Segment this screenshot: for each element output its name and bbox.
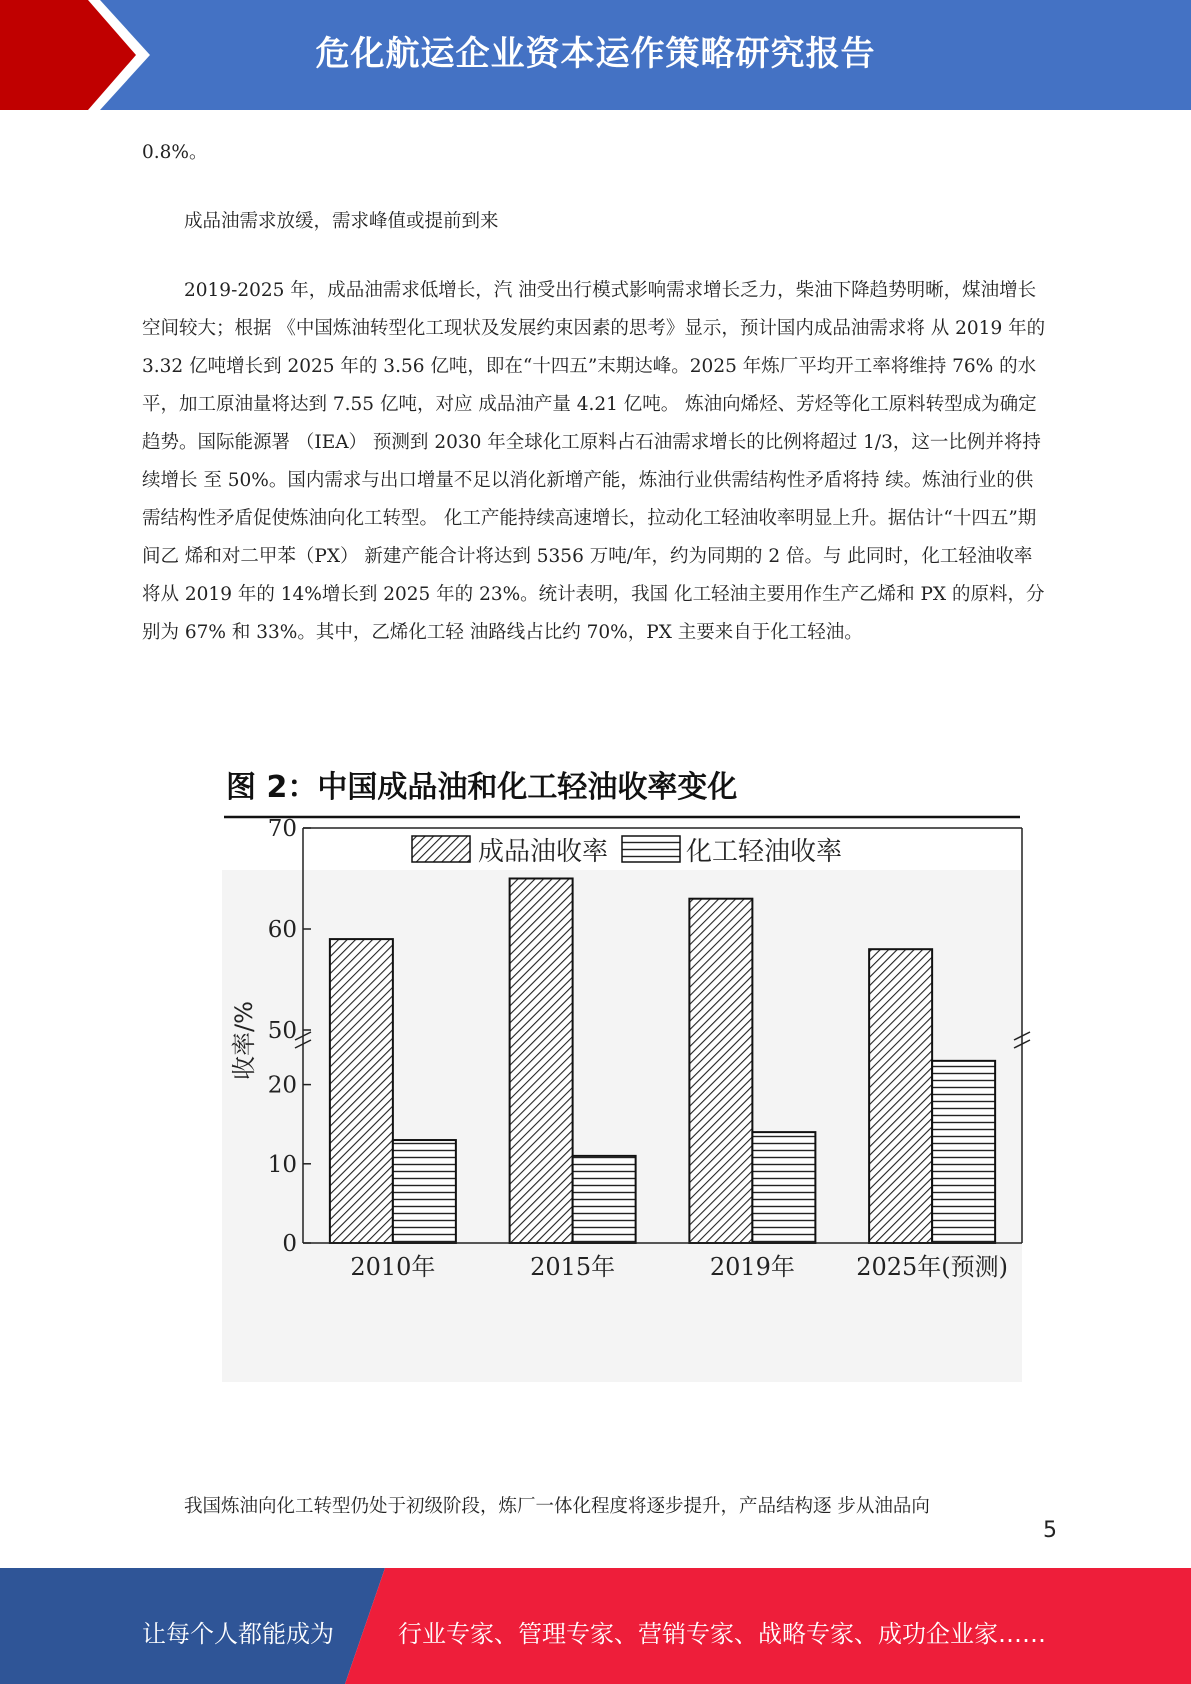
legend-label-chemical-light-oil: 化工轻油收率 bbox=[686, 837, 843, 867]
y-tick-label: 0 bbox=[282, 1231, 297, 1257]
y-tick-label: 10 bbox=[267, 1151, 297, 1178]
y-axis-label: 收率/% bbox=[230, 1001, 258, 1080]
footer-slogan-right: 行业专家、管理专家、营销专家、战略专家、成功企业家…… bbox=[398, 1620, 1046, 1648]
bar-chemical-light-oil-0 bbox=[393, 1140, 456, 1243]
legend-swatch-chemical-light-oil bbox=[622, 836, 680, 862]
legend-label-refined-oil: 成品油收率 bbox=[478, 837, 609, 867]
x-tick-label: 2015年 bbox=[530, 1253, 616, 1281]
paragraph-next: 我国炼油向化工转型仍处于初级阶段，炼厂一体化程度将逐步提升，产品结构逐 步从油品向 bbox=[184, 1496, 930, 1517]
bar-refined-oil-0 bbox=[330, 939, 393, 1243]
y-tick-label: 70 bbox=[267, 816, 297, 842]
bar-chemical-light-oil-3 bbox=[932, 1061, 995, 1243]
bar-chart bbox=[200, 755, 1080, 1395]
legend-swatch-refined-oil bbox=[412, 836, 470, 862]
bar-chemical-light-oil-1 bbox=[573, 1156, 636, 1243]
bar-refined-oil-3 bbox=[869, 949, 932, 1243]
x-tick-label: 2010年 bbox=[350, 1253, 436, 1281]
page-header bbox=[0, 0, 1191, 110]
x-tick-label: 2019年 bbox=[709, 1253, 795, 1281]
footer-slogan-left: 让每个人都能成为 bbox=[142, 1620, 334, 1648]
x-tick-label: 2025年(预测) bbox=[856, 1253, 1009, 1281]
y-tick-label: 20 bbox=[267, 1072, 297, 1099]
y-tick-label: 50 bbox=[267, 1018, 297, 1044]
chart-title: 图 2：中国成品油和化工轻油收率变化 bbox=[226, 770, 738, 805]
paragraph-continuation: 0.8%。 bbox=[142, 142, 208, 163]
figure-2 bbox=[200, 755, 1080, 1395]
bar-refined-oil-2 bbox=[689, 899, 752, 1243]
report-title: 危化航运企业资本运作策略研究报告 bbox=[315, 34, 876, 74]
y-tick-label: 60 bbox=[267, 917, 297, 943]
section-heading: 成品油需求放缓，需求峰值或提前到来 bbox=[184, 211, 499, 232]
bar-chemical-light-oil-2 bbox=[752, 1132, 815, 1243]
page-number: 5 bbox=[1043, 1518, 1057, 1543]
bar-refined-oil-1 bbox=[510, 879, 573, 1244]
paragraph-main: 2019-2025 年，成品油需求低增长，汽 油受出行模式影响需求增长乏力，柴油下降趋势明晰，煤油增长空间较大；根据 《中国炼油转型化工现状及发展约束因素的思考》显示，预计国内成品油需求将 从 2019 年的 3.32 亿吨增长到 2025 年的 3.56 亿吨，即在“十四五”末期达峰。2025 年炼厂平均开工率将维持 76% 的水平，加工原油量将达到 7.55 亿吨，对应 成品油产量 4.21 亿吨。 炼油向烯烃、芳烃等化工原料转型成为确定趋势。国际能源署 （IEA） 预测到 2030 年全球化工原料占石油需求增长的比例将超过 1/3，这一比例并将持续增长 至 50%。国内需求与出口增量不足以消化新增产能，炼油行业供需结构性矛盾将持 续。炼油行业的供需结构性矛盾促使炼油向化工转型。 化工产能持续高速增长，拉动化工轻油收率明显上升。据估计“十四五”期间乙 烯和对二甲苯（PX） 新建产能合计将达到 5356 万吨/年，约为同期的 2 倍。与 此同时，化工轻油收率将从 2019 年的 14%增长到 2025 年的 23%。统计表明，我国 化工轻油主要用作生产乙烯和 PX 的原料，分别为 67% 和 33%。其中，乙烯化工轻 油路线占比约 70%，PX 主要来自于化工轻油。 bbox=[142, 280, 1046, 643]
